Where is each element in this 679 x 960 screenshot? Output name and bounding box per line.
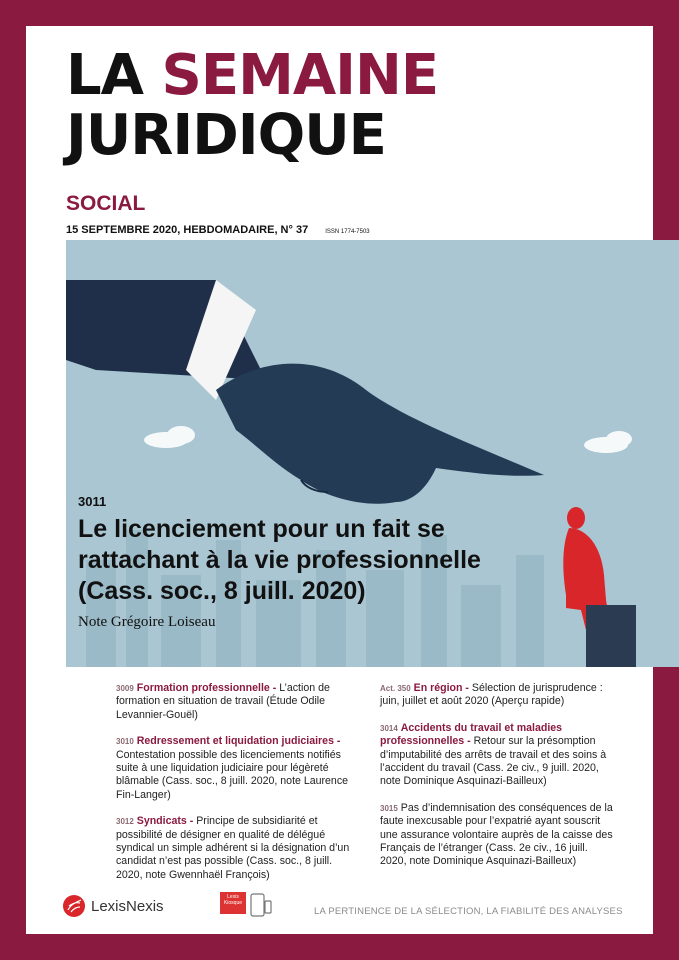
entry-number: 3010 xyxy=(116,737,134,747)
kiosque-label: Lexis Kiosque xyxy=(220,892,246,914)
edition-label: SOCIAL xyxy=(66,192,146,215)
footer xyxy=(26,890,653,920)
masthead-la: LA xyxy=(66,43,144,108)
masthead-semaine: SEMAINE xyxy=(161,43,439,108)
entry-heading: En région - xyxy=(413,682,469,694)
entry-heading: Formation professionnelle - xyxy=(136,682,277,694)
publisher-name: LexisNexis xyxy=(91,897,164,915)
cover-article-number: 3011 xyxy=(78,494,107,509)
kiosque-badge xyxy=(220,892,246,914)
entry-text: Sélection de jurisprudence : juin, juillet et août 2020 (Aperçu rapide) xyxy=(380,682,603,708)
masthead-title-line1 xyxy=(66,43,439,108)
entry-heading: Syndicats - xyxy=(136,815,194,828)
cover-article-title: Le licenciement pour un fait se rattachant à la vie professionnelle (Cass. soc., 8 juill. 2020) xyxy=(78,515,481,605)
publisher-logo xyxy=(62,894,164,918)
entry-text: Retour sur la présomption d’imputabilité des arrêts de travail et des soins à l’accident du travail (Cass. 2e civ., 9 juill. 2020, note Dominique Asquinazi-Bailleux) xyxy=(380,735,607,788)
entry-text: L’action de formation en situation de travail (Étude Odile Levannier-Gouël) xyxy=(116,682,330,721)
issue-info xyxy=(66,224,370,236)
devices-icon xyxy=(250,892,272,918)
entry-text: Pas d’indemnisation des conséquences de la faute inexcusable pour l’expatrié ayant souscrit une assurance volontaire auprès de la caisse des Français de l’étranger (Cass. 2e civ., 16 juill. 2020, note Dominique Asquinazi-Bailleux) xyxy=(380,801,613,868)
summary-entry xyxy=(116,735,356,802)
summary-entry xyxy=(380,802,615,869)
lexisnexis-tree-icon xyxy=(62,894,86,918)
entry-number: 3014 xyxy=(380,723,398,733)
summary-entry xyxy=(380,682,615,709)
masthead-juridique: JURIDIQUE xyxy=(66,103,386,168)
summary-entry xyxy=(380,722,615,789)
summary-right-column xyxy=(380,682,615,882)
entry-text: Principe de subsidiarité et possibilité de désigner en qualité de délégué syndical un simple adhérent si la désignation d’un candidat n’est pas possible (Cass. soc., 8 juill. 2020, note Gwennhaël François) xyxy=(116,815,350,881)
entry-number: 3009 xyxy=(116,684,134,693)
entry-heading: Redressement et liquidation judiciaires - xyxy=(136,735,341,748)
entry-heading: Accidents du travail et maladies professionnelles - xyxy=(380,721,563,748)
entry-text: Contestation possible des licenciements notifiés suite à une liquidation judiciaire pour légèreté blâmable (Cass. soc., 8 juill. 2020, note Laurence Fin-Langer) xyxy=(116,748,349,801)
issn: ISSN 1774-7503 xyxy=(325,229,370,235)
summary-entry xyxy=(116,815,356,882)
tagline: LA PERTINENCE DE LA SÉLECTION, LA FIABILITÉ DES ANALYSES xyxy=(314,906,623,917)
entry-number: 3012 xyxy=(116,817,134,827)
issue-date: 15 SEPTEMBRE 2020, HEBDOMADAIRE, N° 37 xyxy=(66,224,309,236)
cover-page xyxy=(26,26,653,934)
cover-article-author: Note Grégoire Loiseau xyxy=(78,614,216,630)
entry-number: Act. 350 xyxy=(380,684,411,693)
entry-number: 3015 xyxy=(380,803,398,813)
summary-entry xyxy=(116,682,356,722)
summary-left-column xyxy=(116,682,356,895)
